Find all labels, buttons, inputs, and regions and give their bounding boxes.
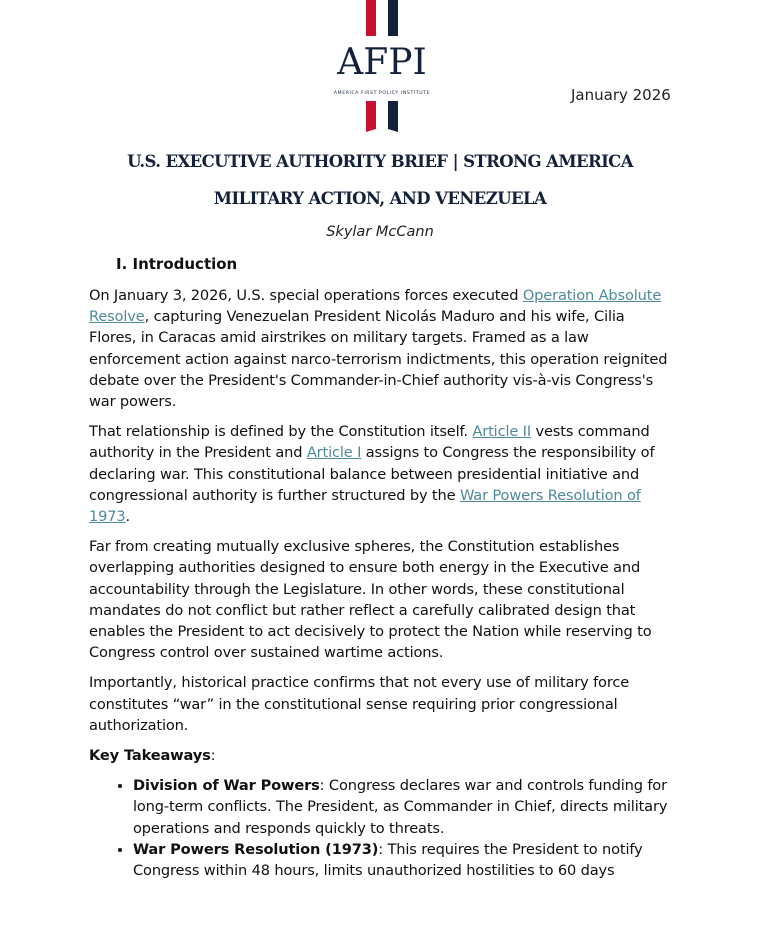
publication-date: January 2026 xyxy=(571,86,671,104)
bullet-text: : Congress declares war and controls funding for long-term conflicts. The President, as Commander in Chief, directs military operations and responds quickly to threats. xyxy=(133,777,668,837)
text: That relationship is defined by the Constitution itself. xyxy=(89,423,473,441)
paragraph-4: Importantly, historical practice confirms that not every use of military force constitutes “war” in the constitutional sense requiring prior congressional authorization. xyxy=(89,674,630,734)
takeaways-list xyxy=(89,775,669,881)
title-line-2: MILITARY ACTION, AND VENEZUELA xyxy=(213,189,547,208)
list-item xyxy=(133,839,669,881)
logo-wordmark: AFPI xyxy=(337,42,427,83)
key-takeaways-heading xyxy=(89,745,669,766)
text: assigns to Congress the responsibility of declaring war. This constitutional balance between presidential initiative and congressional authority is further structured by the xyxy=(89,444,655,504)
paragraph-1 xyxy=(89,285,669,412)
logo-navy-stripe-bottom xyxy=(388,101,398,132)
colon: : xyxy=(210,747,216,765)
link-article-ii[interactable]: Article II xyxy=(472,423,531,441)
text: On January 3, 2026, U.S. special operations forces executed xyxy=(89,287,523,304)
text: . xyxy=(125,508,131,526)
link-operation-absolute-resolve[interactable]: Operation Absolute Resolve xyxy=(89,287,662,326)
section-heading: I. Introduction xyxy=(116,255,238,273)
link-war-powers-resolution[interactable]: War Powers Resolution of 1973 xyxy=(89,486,641,526)
logo-red-stripe-top xyxy=(366,0,376,36)
text: vests command authority in the President and xyxy=(89,423,650,462)
title-line-1: U.S. EXECUTIVE AUTHORITY BRIEF | STRONG AMERICA xyxy=(127,152,633,171)
label: Key Takeaways xyxy=(89,747,211,765)
logo-navy-stripe-top xyxy=(388,0,398,36)
logo-subtitle: AMERICA FIRST POLICY INSTITUTE xyxy=(333,91,431,96)
logo-red-stripe-bottom xyxy=(366,101,376,132)
bullet-bold: War Powers Resolution (1973) xyxy=(133,840,379,858)
paragraph-3: Far from creating mutually exclusive spheres, the Constitution establishes overlapping authorities designed to ensure both energy in the Executive and accountability through the Legislature. In other words, these constitutional mandates do not conflict but rather reflect a carefully calibrated design that enables the President to act decisively to protect the Nation while reserving to Congress control over sustained wartime actions. xyxy=(89,538,652,662)
bullet-bold: Division of War Powers xyxy=(133,777,320,795)
text: , capturing Venezuelan President Nicolás Maduro and his wife, Cilia Flores, in Caracas amid airstrikes on military targets. Framed as a law enforcement action against narco-terrorism indictments, this operation reignited debate over the President's Commander-in-Chief authority vis-à-vis Congress's war powers. xyxy=(89,308,668,411)
bullet-text: : This requires the President to notify Congress within 48 hours, limits unauthorized hostilities to 60 days xyxy=(133,840,643,880)
body-text xyxy=(89,285,669,881)
list-item xyxy=(133,775,669,839)
author: Skylar McCann xyxy=(326,224,434,240)
paragraph-2 xyxy=(89,421,669,527)
link-article-i[interactable]: Article I xyxy=(306,444,362,462)
afpi-logo xyxy=(325,0,440,132)
